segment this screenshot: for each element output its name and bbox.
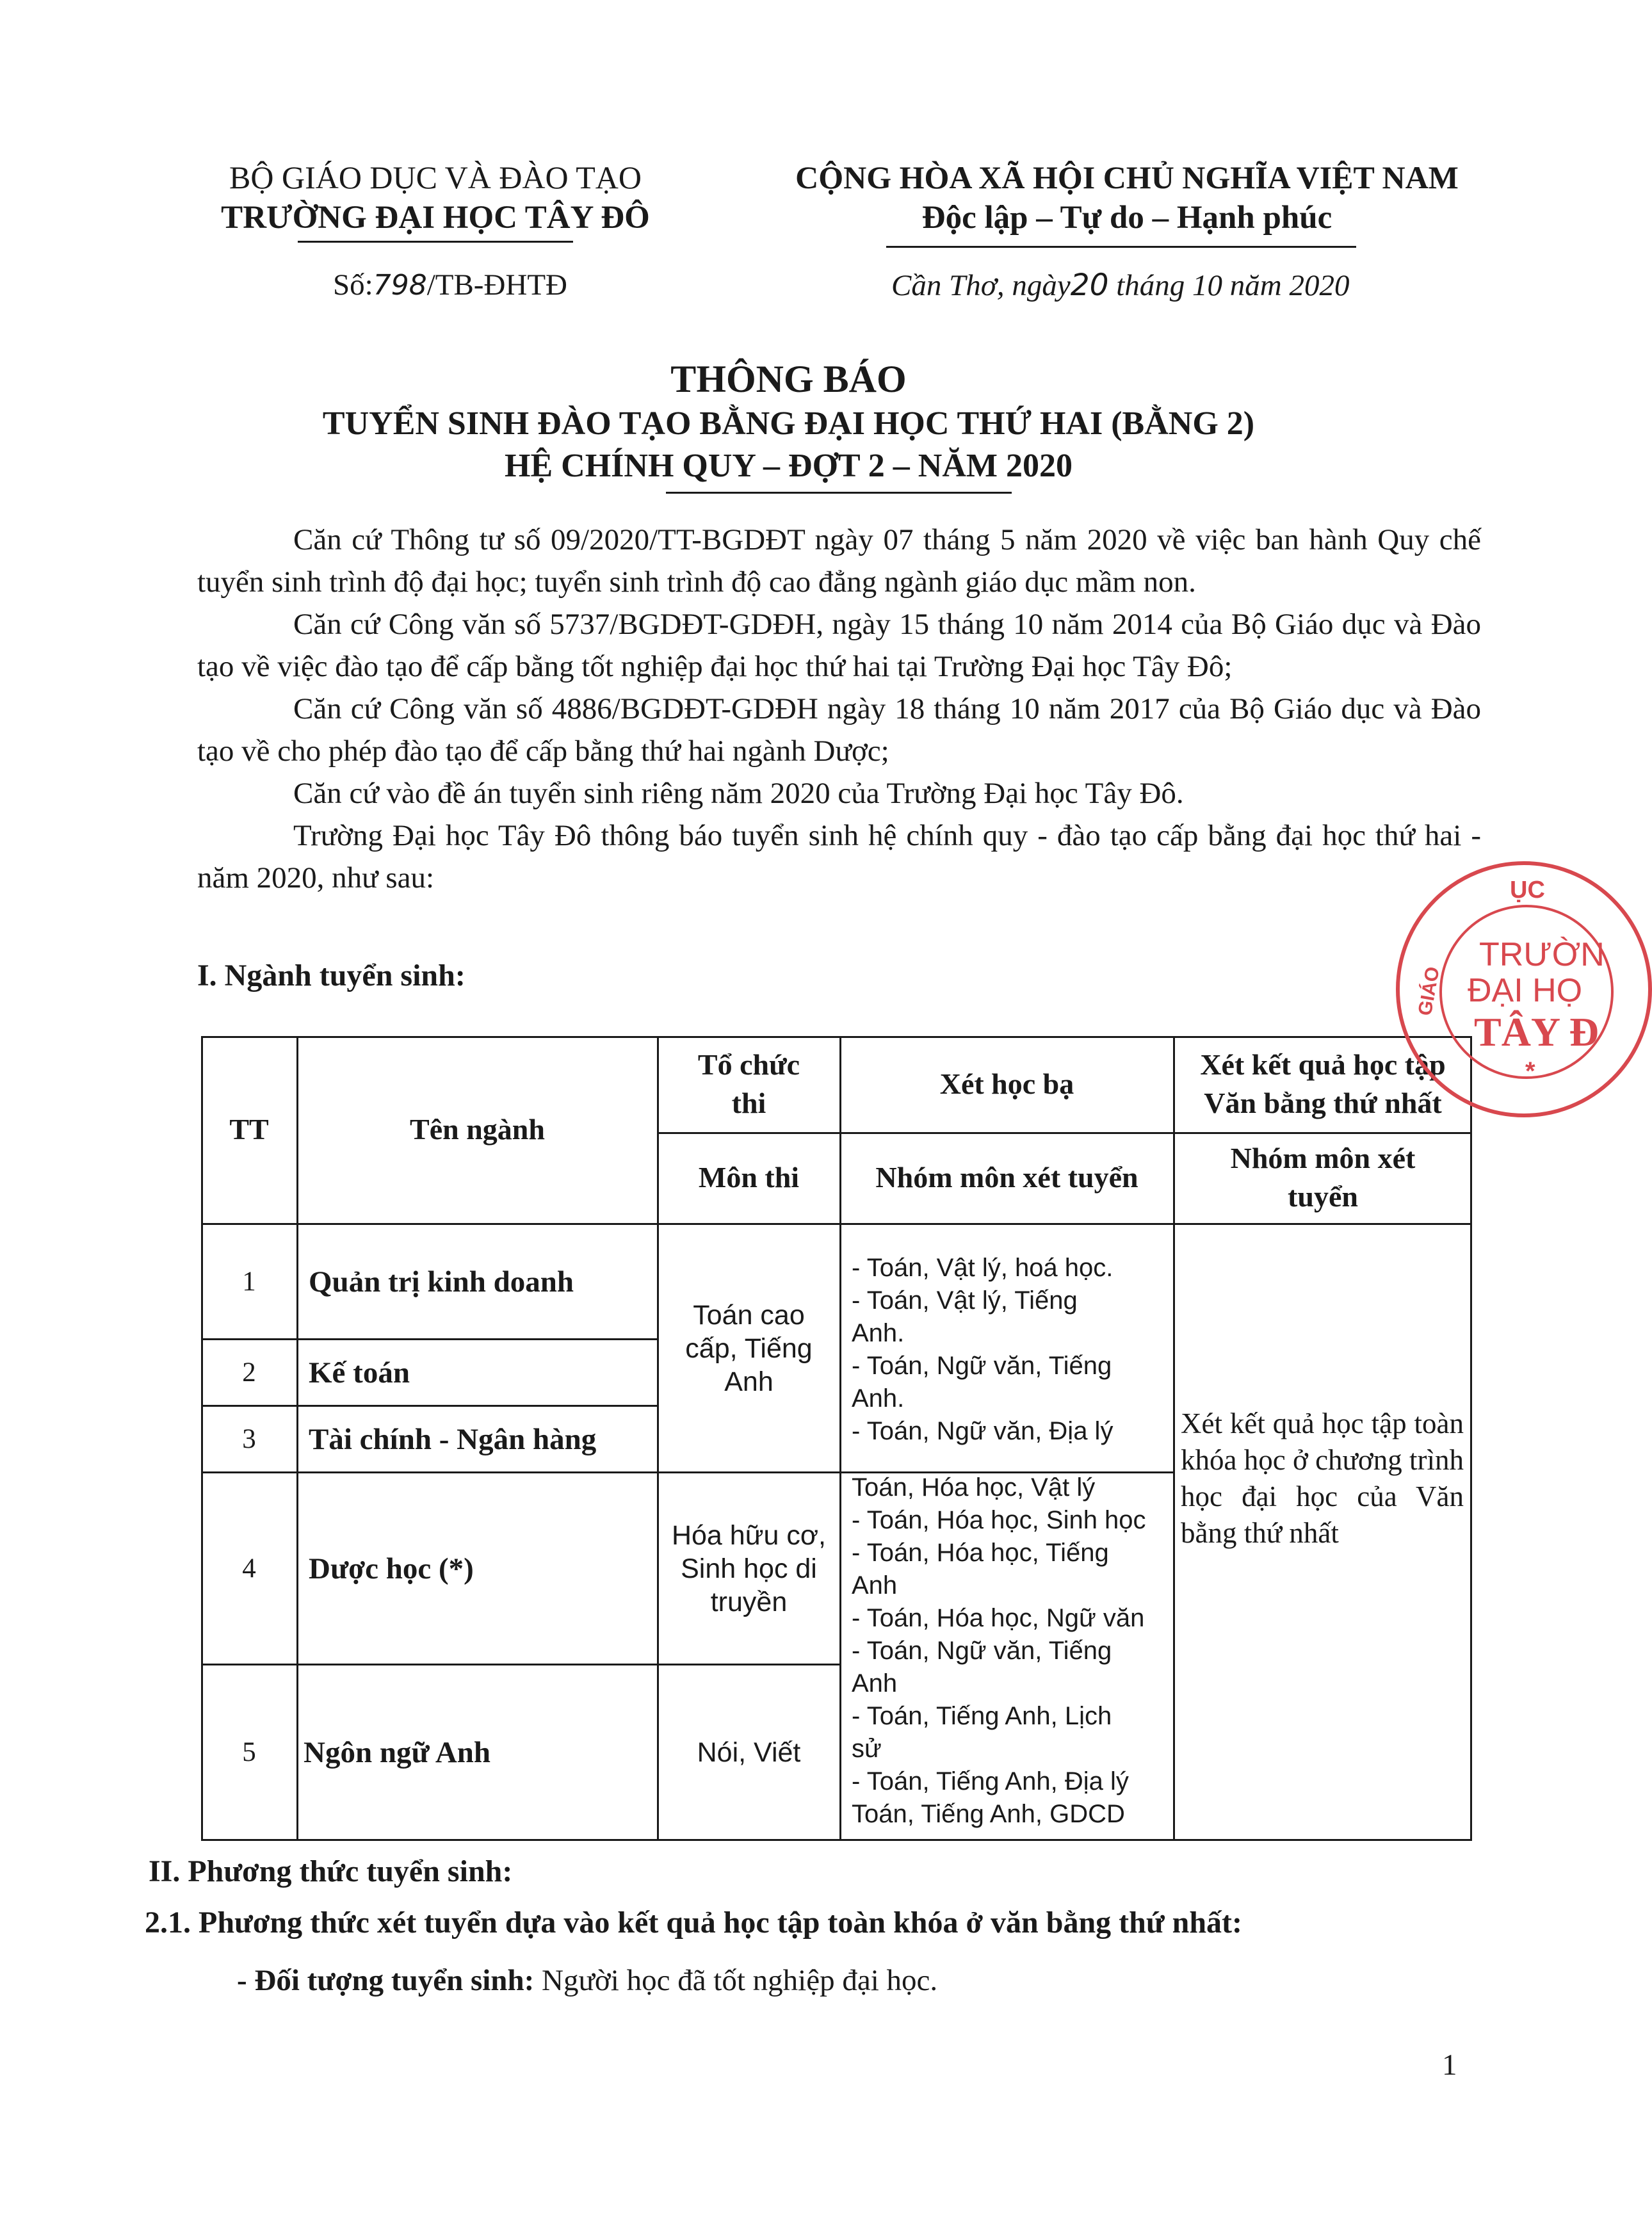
document-date: Cần Thơ, ngày20 tháng 10 năm 2020 xyxy=(891,268,1350,303)
paragraph-5: Trường Đại học Tây Đô thông báo tuyển sinh hệ chính quy - đào tạo cấp bằng đại học thứ hai - năm 2020, như sau: xyxy=(197,819,1481,895)
title-main: THÔNG BÁO xyxy=(670,358,907,400)
subjects_group2-line: - Toán, Tiếng Anh, Lịch xyxy=(852,1702,1112,1730)
row-1-major: Quản trị kinh doanh xyxy=(309,1265,574,1299)
row-5-tt: 5 xyxy=(242,1737,256,1767)
header-major-name: Tên ngành xyxy=(410,1113,545,1146)
degree-evaluation-text: Xét kết quả học tập toàn khóa học ở chương trình học đại học của Văn bằng thứ nhất xyxy=(1181,1407,1464,1549)
section-2-1-heading: 2.1. Phương thức xét tuyển dựa vào kết quả học tập toàn khóa ở văn bằng thứ nhất: xyxy=(145,1906,1242,1940)
subjects_group1-line: - Toán, Vật lý, hoá học. xyxy=(852,1254,1113,1282)
subjects_group1-line: - Toán, Vật lý, Tiếng xyxy=(852,1286,1078,1315)
row-1-tt: 1 xyxy=(242,1266,256,1297)
row-4-major: Dược học (*) xyxy=(309,1551,474,1585)
subjects_group2-line: - Toán, Hóa học, Ngữ văn xyxy=(852,1604,1145,1632)
title-sub: TUYỂN SINH ĐÀO TẠO BẰNG ĐẠI HỌC THỨ HAI (BẰNG 2) xyxy=(322,405,1255,442)
majors-table xyxy=(201,1036,1472,1841)
row-5-major: Ngôn ngữ Anh xyxy=(304,1735,491,1769)
school-underline xyxy=(298,241,573,243)
paragraph-1: Căn cứ Thông tư số 09/2020/TT-BGDĐT ngày 07 tháng 5 năm 2020 về việc ban hành Quy chế tuyển sinh trình độ đại học; tuyển sinh trình độ cao đẳng ngành giáo dục mầm non. xyxy=(197,523,1481,599)
handwritten-day: 20 xyxy=(1070,268,1109,303)
handwritten-number: 798 xyxy=(373,269,427,302)
row-3-major: Tài chính - Ngân hàng xyxy=(309,1422,597,1456)
title-batch: HỆ CHÍNH QUY – ĐỢT 2 – NĂM 2020 xyxy=(505,448,1073,484)
subjects_group1-line: Anh. xyxy=(852,1384,905,1413)
motto-underline xyxy=(886,246,1356,248)
paragraph-4: Căn cứ vào đề án tuyển sinh riêng năm 2020 của Trường Đại học Tây Đô. xyxy=(293,777,1184,810)
subjects_group1-line: - Toán, Ngữ văn, Địa lý xyxy=(852,1417,1113,1445)
section-1-heading: I. Ngành tuyển sinh: xyxy=(197,959,466,992)
subjects_group2-line: Anh xyxy=(852,1669,898,1697)
subjects_group2-line: Anh xyxy=(852,1571,898,1600)
subjects_group1-line: Anh. xyxy=(852,1319,905,1347)
body-paragraphs xyxy=(197,519,1481,899)
paragraph-3: Căn cứ Công văn số 4886/BGDĐT-GDĐH ngày 18 tháng 10 năm 2017 của Bộ Giáo dục và Đào tạo về cho phép đào tạo để cấp bằng thứ hai ngành Dược; xyxy=(197,692,1481,768)
header-left xyxy=(166,158,704,238)
subjects_group2-line: - Toán, Hóa học, Sinh học xyxy=(852,1506,1146,1534)
row-3-tt: 3 xyxy=(242,1423,256,1454)
header-transcript: Xét học bạ xyxy=(939,1067,1074,1100)
row-2-major: Kế toán xyxy=(309,1356,410,1389)
country-name: CỘNG HÒA XÃ HỘI CHỦ NGHĨA VIỆT NAM xyxy=(795,159,1459,195)
subjects_group2-line: - Toán, Hóa học, Tiếng xyxy=(852,1539,1109,1567)
header-exam-subjects: Môn thi xyxy=(698,1161,800,1194)
header-right xyxy=(756,158,1498,238)
exam-group-1: Toán cao cấp, Tiếng Anh xyxy=(685,1299,813,1397)
section-2-heading: II. Phương thức tuyển sinh: xyxy=(149,1854,513,1888)
header-degree: Xét kết quả học tập Văn bằng thứ nhất xyxy=(1200,1048,1446,1119)
document-number: Số:798/TB-ĐHTĐ xyxy=(333,268,567,302)
exam-group-2: Hóa hữu cơ, Sinh học di truyền xyxy=(671,1519,827,1617)
paragraph-2: Căn cứ Công văn số 5737/BGDĐT-GDĐH, ngày 15 tháng 10 năm 2014 của Bộ Giáo dục và Đào tạo về việc đào tạo để cấp bằng tốt nghiệp đại học thứ hai tại Trường Đại học Tây Đô; xyxy=(197,608,1481,683)
title-underline xyxy=(666,492,1012,494)
row-2-tt: 2 xyxy=(242,1357,256,1388)
page-number: 1 xyxy=(1442,2048,1457,2082)
header-degree-groups: Nhóm môn xét tuyển xyxy=(1230,1142,1416,1213)
exam-group-3: Nói, Viết xyxy=(697,1737,801,1768)
subjects_group2-line: Toán, Hóa học, Vật lý xyxy=(852,1473,1096,1502)
target-audience: - Đối tượng tuyển sinh: Người học đã tốt nghiệp đại học. xyxy=(237,1964,938,1997)
red-seal-stamp: ỤC GIÁO TRƯỜN ĐẠI HỌ TÂY Đ * xyxy=(1396,861,1652,1117)
subjects_group2-line: - Toán, Ngữ văn, Tiếng xyxy=(852,1637,1112,1665)
header-tt: TT xyxy=(229,1113,269,1146)
ministry-name: BỘ GIÁO DỤC VÀ ĐÀO TẠO xyxy=(229,159,642,195)
subjects_group2-line: sử xyxy=(852,1735,882,1763)
school-name: TRƯỜNG ĐẠI HỌC TÂY ĐÔ xyxy=(221,200,650,236)
subjects_group2-line: - Toán, Tiếng Anh, Địa lý xyxy=(852,1767,1129,1795)
header-transcript-groups: Nhóm môn xét tuyển xyxy=(875,1161,1138,1194)
transcript-groups-2 xyxy=(852,1471,1172,1831)
transcript-groups-1 xyxy=(852,1252,1172,1448)
subjects_group2-line: Toán, Tiếng Anh, GDCD xyxy=(852,1800,1125,1828)
motto: Độc lập – Tự do – Hạnh phúc xyxy=(921,200,1332,236)
subjects_group1-line: - Toán, Ngữ văn, Tiếng xyxy=(852,1352,1112,1380)
row-4-tt: 4 xyxy=(242,1553,256,1584)
header-exam: Tổ chức thi xyxy=(697,1048,800,1119)
